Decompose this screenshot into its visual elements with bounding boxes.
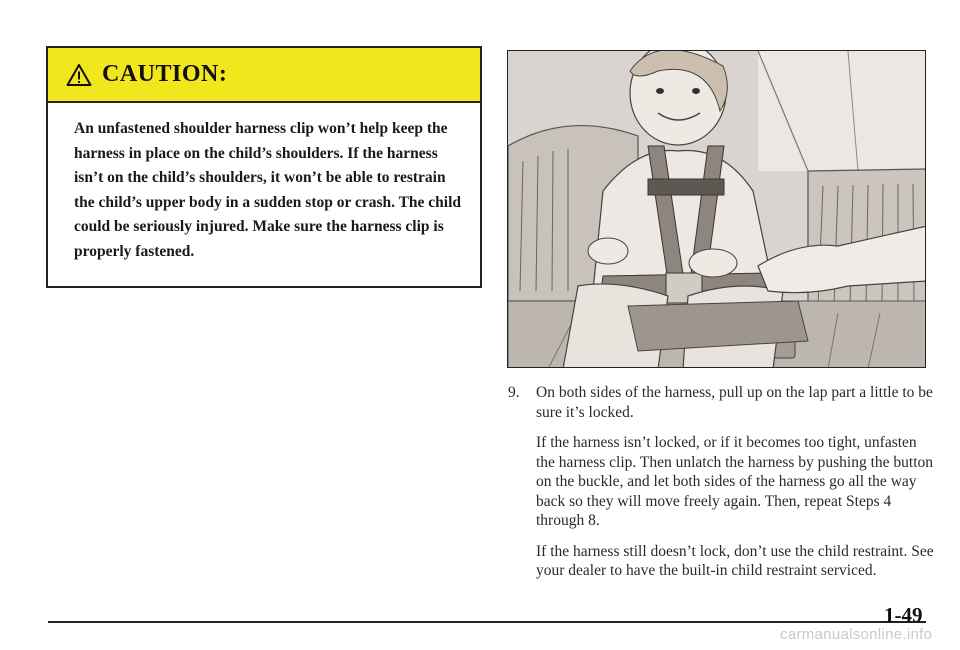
watermark: carmanualsonline.info [780,626,933,643]
step-number: 9. [508,384,520,401]
step-paragraph: If the harness still doesn’t lock, don’t use the child restraint. See your dealer to have the built-in child restraint serviced. [536,542,934,579]
step-list [508,383,938,581]
caution-box [46,46,482,288]
step-item [508,383,938,422]
caution-header [48,48,480,103]
child-restraint-illustration [507,50,926,368]
caution-text: An unfastened shoulder harness clip won’t help keep the harness in place on the child’s shoulders. If the harness isn’t on the child’s shoulders, it won’t be able to restrain the child’s upper body in a sudden stop or crash. The child could be seriously injured. Make sure the harness clip is properly fastened. [74,120,462,260]
step-paragraph: If the harness isn’t locked, or if it becomes too tight, unfasten the harness clip. Then unlatch the harness by pushing the button on the buckle, and let both sides of the harness go all the way back so they will move freely again. Then, repeat Steps 4 through 8. [536,434,934,529]
page-number: 1-49 [884,603,923,627]
footer-rule [48,621,926,623]
step-text: On both sides of the harness, pull up on the lap part a little to be sure it’s locked. [536,384,933,421]
warning-triangle-icon [66,63,92,87]
caution-title: CAUTION: [102,61,228,87]
